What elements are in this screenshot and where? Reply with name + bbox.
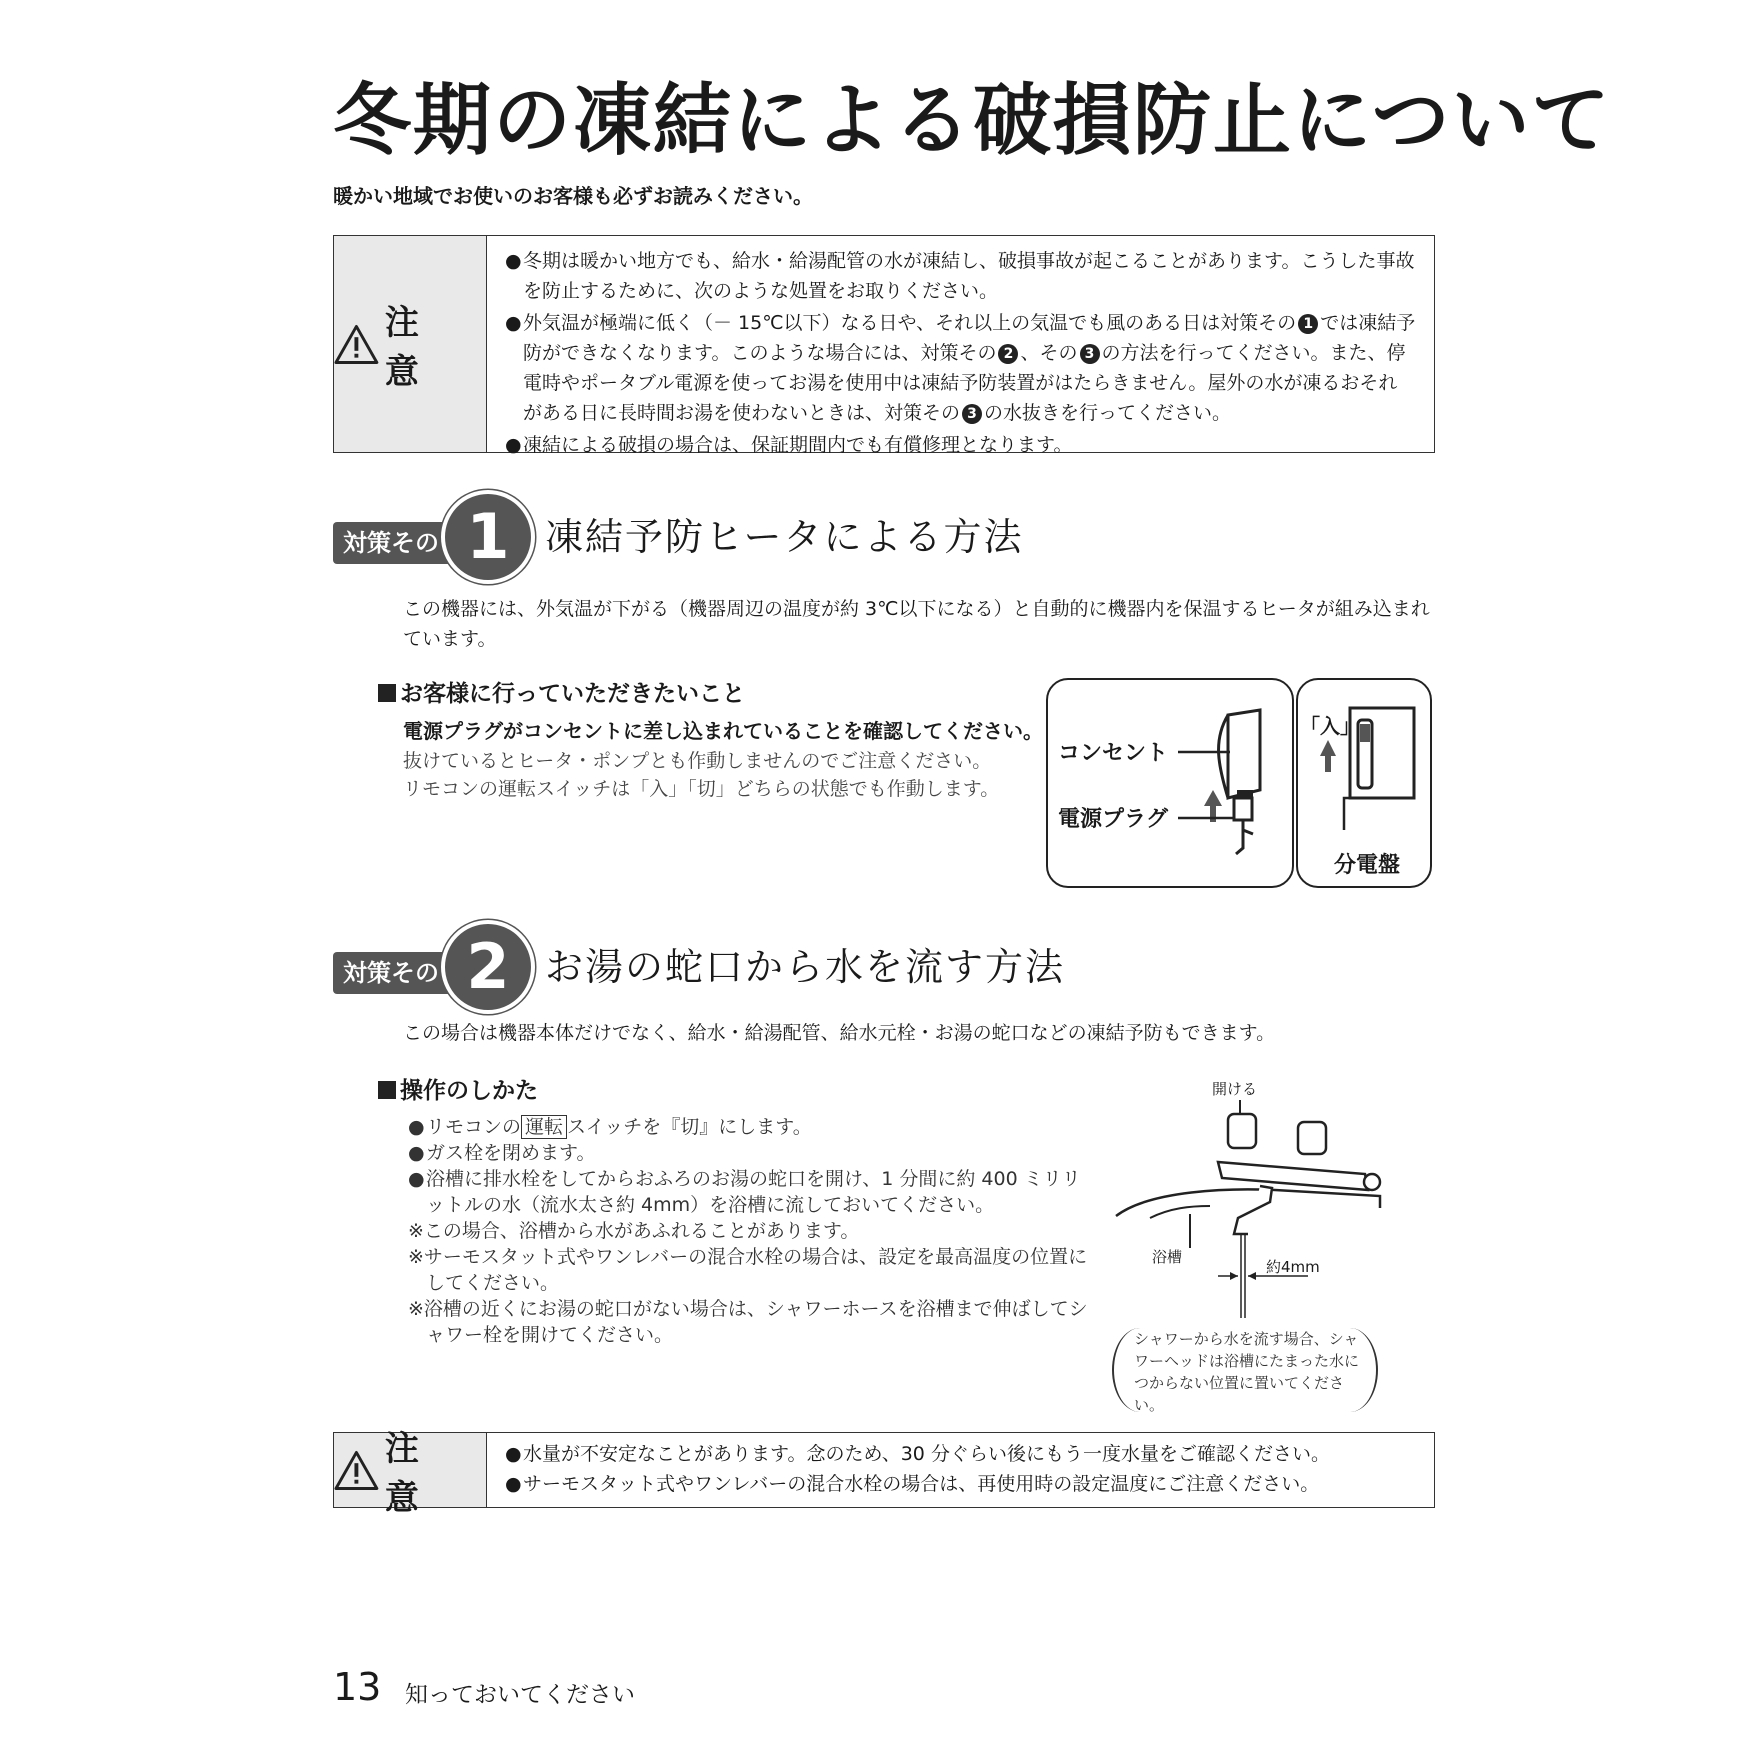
shower-note: シャワーから水を流す場合、シャワーヘッドは浴槽にたまった水につからない位置に置いてください。 xyxy=(1134,1330,1360,1414)
section-1-note: 抜けているとヒータ・ポンプとも作動しませんのでご注意ください。 xyxy=(403,750,992,772)
faucet-diagram xyxy=(1110,1078,1410,1418)
bullet-dot: ● xyxy=(505,250,522,272)
section-number: 1 xyxy=(441,490,535,584)
number-1-icon: 1 xyxy=(1298,314,1318,334)
run-key-label: 運転 xyxy=(521,1115,567,1139)
section-tag: 対策その xyxy=(333,522,463,564)
on-label: 「入」 xyxy=(1300,714,1360,738)
section-badge xyxy=(333,490,533,576)
breaker-label: 分電盤 xyxy=(1334,853,1401,878)
caution-label-cell xyxy=(334,236,487,452)
section-1-intro: この機器には、外気温が下がる（機器周辺の温度が約 3℃以下になる）と自動的に機器内を保温するヒータが組み込まれています。 xyxy=(403,598,1430,650)
page-number: 13 xyxy=(333,1665,382,1709)
section-2-subhead: 操作のしかた xyxy=(378,1072,538,1105)
page-subtitle: 暖かい地域でお使いのお客様も必ずお読みください。 xyxy=(333,184,813,208)
note-item: ※この場合、浴槽から水があふれることがあります。 xyxy=(408,1220,860,1242)
section-2-intro: この場合は機器本体だけでなく、給水・給湯配管、給水元栓・お湯の蛇口などの凍結予防もできます。 xyxy=(403,1022,1276,1044)
caution-label: 注 意 xyxy=(384,303,427,392)
number-2-icon: 2 xyxy=(998,344,1018,364)
caution-box-1 xyxy=(333,235,1435,456)
note-item: ※サーモスタット式やワンレバーの混合水栓の場合は、設定を最高温度の位置にしてください。 xyxy=(408,1246,1088,1294)
caution-content xyxy=(487,1433,1434,1507)
section-title: 凍結予防ヒータによる方法 xyxy=(545,514,1024,559)
caution-bullet: ● 凍結による破損の場合は、保証期間内でも有償修理となります。 xyxy=(505,430,1416,460)
square-bullet-icon xyxy=(378,1081,396,1099)
note-item: ※浴槽の近くにお湯の蛇口がない場合は、シャワーホースを浴槽まで伸ばしてシャワー栓を開けてください。 xyxy=(408,1298,1088,1346)
caution-box-2 xyxy=(333,1429,1435,1518)
warning-icon xyxy=(334,323,379,365)
footer-section-title: 知っておいてください xyxy=(405,1682,635,1708)
step-item: ● リモコンの 運転 スイッチを『切』にします。 xyxy=(408,1116,812,1138)
section-tag: 対策その xyxy=(333,952,463,994)
square-bullet-icon xyxy=(378,684,396,702)
operation-steps xyxy=(408,1114,1088,1348)
plug-label: 電源プラグ xyxy=(1058,807,1169,832)
caution-bullet: ● サーモスタット式やワンレバーの混合水栓の場合は、再使用時の設定温度にご注意ください。 xyxy=(505,1473,1320,1495)
page-title: 冬期の凍結による破損防止について xyxy=(333,76,1612,166)
section-badge xyxy=(333,920,533,1006)
outlet-illustration xyxy=(1048,680,1292,886)
outlet-label: コンセント xyxy=(1058,741,1169,766)
caution-bullet: ● 水量が不安定なことがあります。念のため、30 分ぐらい後にもう一度水量をご確認ください。 xyxy=(505,1443,1330,1465)
step-item: ● 浴槽に排水栓をしてからおふろのお湯の蛇口を開け、1 分間に約 400 ミリリットルの水（流水太さ約 4mm）を浴槽に流しておいてください。 xyxy=(408,1168,1081,1216)
number-3-icon: 3 xyxy=(962,404,982,424)
caution-bullet: ● 冬期は暖かい地方でも、給水・給湯配管の水が凍結し、破損事故が起こることがあります。こうした事故を防止するために、次のような処置をお取りください。 xyxy=(505,246,1416,306)
caution-label-cell xyxy=(334,1429,487,1518)
width-label: 約4mm xyxy=(1266,1258,1320,1276)
bullet-dot: ● xyxy=(505,312,522,334)
outlet-diagram xyxy=(1046,678,1294,888)
caution-label: 注 意 xyxy=(384,1429,427,1518)
section-1-note: リモコンの運転スイッチは「入」「切」どちらの状態でも作動します。 xyxy=(403,778,1000,800)
section-2-heading xyxy=(333,920,1065,1006)
number-3-icon: 3 xyxy=(1080,344,1100,364)
section-1-heading xyxy=(333,490,1023,576)
open-label: 開ける xyxy=(1212,1080,1258,1098)
warning-icon xyxy=(334,1449,379,1491)
caution-bullet: ● 外気温が極端に低く（－ 15℃以下）なる日や、それ以上の気温でも風のある日は対策その 1 では凍結予防ができなくなります。このような場合には、対策その 2 、その 3 の方法を行ってください。また、停電時やポータブル電源を使ってお湯を使用中は凍結予防装置がはたらきません。屋外の水が凍るおそれがある日に長時間お湯を使わないときは、対策その 3 の水抜きを行ってください。 xyxy=(505,308,1416,428)
bullet-dot: ● xyxy=(505,434,522,456)
tub-label: 浴槽 xyxy=(1152,1248,1183,1266)
section-1-instruction: 電源プラグがコンセントに差し込まれていることを確認してください。 xyxy=(403,719,1043,743)
faucet-illustration xyxy=(1110,1078,1410,1328)
step-item: ● ガス栓を閉めます。 xyxy=(408,1142,596,1164)
breaker-diagram xyxy=(1296,678,1432,888)
section-number: 2 xyxy=(441,920,535,1014)
section-1-subhead: お客様に行っていただきたいこと xyxy=(378,675,745,708)
caution-content xyxy=(487,236,1434,456)
section-title: お湯の蛇口から水を流す方法 xyxy=(545,944,1066,989)
